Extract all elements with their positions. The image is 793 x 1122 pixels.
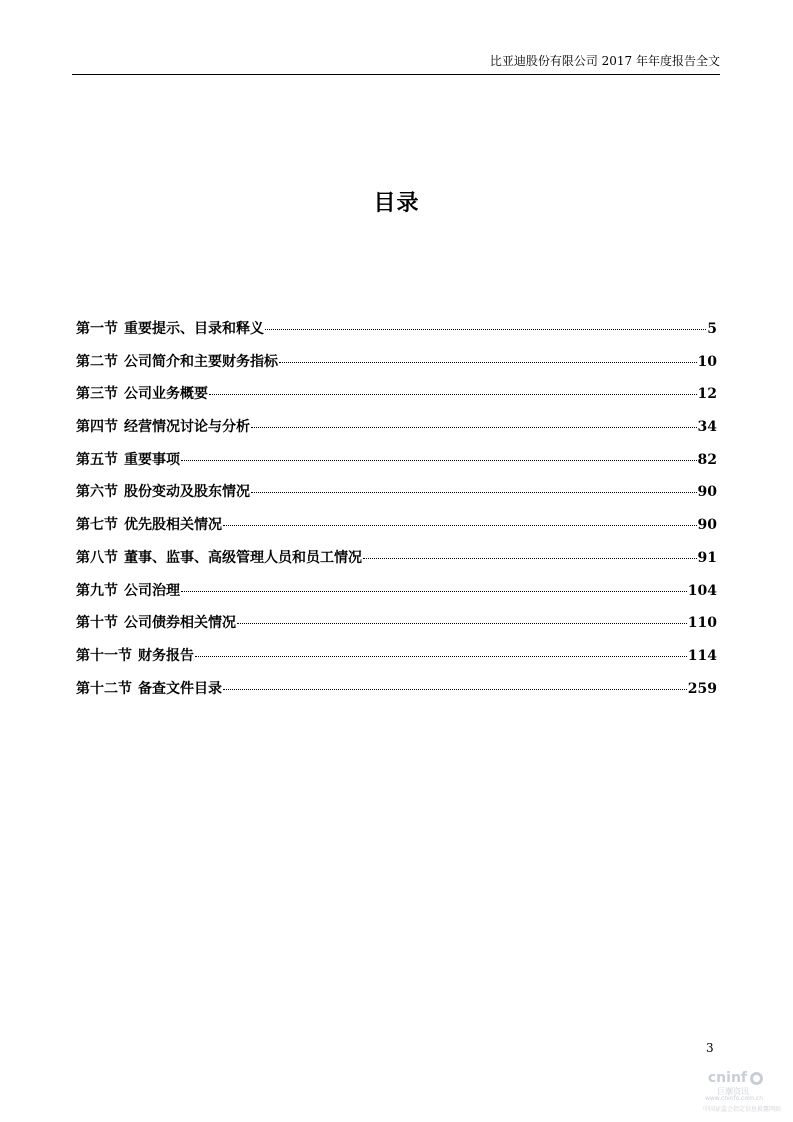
toc-page-number: 5	[707, 321, 717, 337]
toc-section-number: 第七节	[76, 517, 118, 534]
toc-section-title: 董事、监事、高级管理人员和员工情况	[124, 549, 362, 566]
toc-page-number: 259	[687, 680, 717, 697]
header-text: 比亚迪股份有限公司 2017 年年度报告全文	[489, 54, 720, 68]
toc-entry[interactable]	[76, 612, 717, 645]
toc-entry[interactable]	[76, 580, 717, 613]
page-number: 3	[706, 1041, 714, 1055]
toc-entry[interactable]	[76, 481, 717, 514]
toc-section-title: 财务报告	[138, 647, 194, 664]
toc-entry[interactable]	[76, 678, 717, 711]
toc-section-number: 第一节	[76, 321, 118, 337]
toc-page-number: 91	[697, 549, 717, 566]
toc-section-number: 第十节	[76, 615, 118, 632]
toc-page-number: 114	[687, 647, 717, 664]
running-header	[72, 54, 720, 75]
toc-dot-leader	[195, 656, 687, 657]
toc-section-title: 重要提示、目录和释义	[124, 321, 264, 337]
toc-entry[interactable]	[76, 383, 717, 416]
page-title: 目录	[373, 190, 420, 216]
toc-page-number: 34	[697, 419, 717, 436]
watermark-url: www.cninfo.com.cn	[704, 1095, 763, 1102]
toc-section-number: 第二节	[76, 353, 118, 370]
cninfo-watermark	[681, 1064, 781, 1114]
toc-page-number: 110	[687, 615, 717, 632]
toc-section-number: 第十一节	[76, 647, 132, 664]
toc-entry[interactable]	[76, 416, 717, 449]
toc-section-title: 公司债券相关情况	[124, 615, 236, 632]
toc-dot-leader	[363, 558, 697, 559]
watermark-name: 巨潮资讯	[717, 1087, 749, 1096]
toc-section-title: 经营情况讨论与分析	[124, 419, 250, 436]
toc-page-number: 12	[697, 386, 717, 403]
toc-dot-leader	[279, 362, 697, 363]
toc-dot-leader	[251, 427, 697, 428]
toc-section-number: 第九节	[76, 582, 118, 599]
toc-section-number: 第十二节	[76, 680, 132, 697]
toc-dot-leader	[237, 623, 687, 624]
toc-page-number: 90	[697, 517, 717, 534]
watermark-logo	[708, 1070, 763, 1086]
toc-section-title: 备查文件目录	[138, 680, 222, 697]
watermark-logo-text: cninf	[707, 1070, 747, 1086]
toc-page-number: 10	[697, 353, 717, 370]
toc-dot-leader	[223, 525, 697, 526]
toc-dot-leader	[223, 689, 687, 690]
toc-dot-leader	[251, 492, 697, 493]
toc-section-number: 第四节	[76, 419, 118, 436]
toc-section-title: 公司业务概要	[124, 386, 208, 403]
toc-section-number: 第五节	[76, 451, 118, 468]
toc-section-number: 第八节	[76, 549, 118, 566]
toc-entry[interactable]	[76, 351, 717, 384]
toc-entry[interactable]	[76, 645, 717, 678]
toc-entry[interactable]	[76, 547, 717, 580]
toc-dot-leader	[265, 329, 706, 330]
toc-section-title: 优先股相关情况	[124, 517, 222, 534]
table-of-contents	[76, 318, 717, 710]
toc-entry[interactable]	[76, 318, 717, 351]
toc-section-title: 重要事项	[124, 451, 180, 468]
toc-section-title: 公司简介和主要财务指标	[124, 353, 278, 370]
toc-dot-leader	[209, 394, 697, 395]
cninfo-swirl-icon	[750, 1072, 763, 1085]
toc-page-number: 104	[687, 582, 717, 599]
toc-entry[interactable]	[76, 514, 717, 547]
toc-page-number: 90	[697, 484, 717, 501]
watermark-description: 中国证监会指定信息披露网站	[702, 1106, 781, 1113]
toc-section-title: 股份变动及股东情况	[124, 484, 250, 501]
toc-dot-leader	[181, 460, 697, 461]
toc-section-number: 第三节	[76, 386, 118, 403]
toc-page-number: 82	[697, 451, 717, 468]
toc-dot-leader	[181, 591, 687, 592]
toc-section-number: 第六节	[76, 484, 118, 501]
toc-entry[interactable]	[76, 449, 717, 482]
toc-section-title: 公司治理	[124, 582, 180, 599]
